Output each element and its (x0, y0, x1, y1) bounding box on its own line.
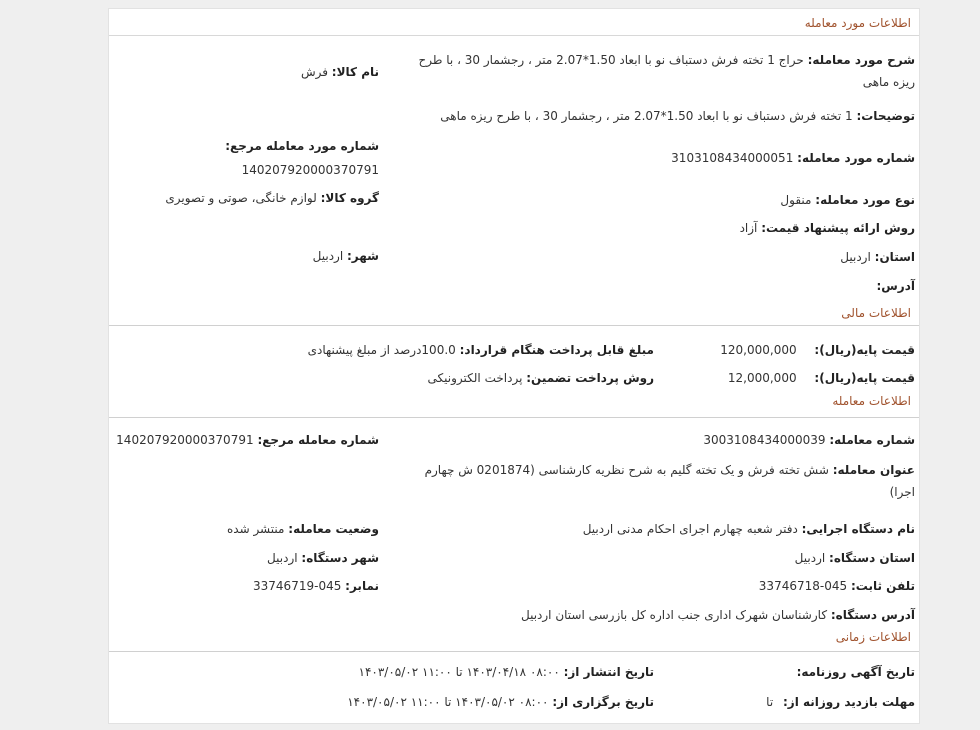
section-header-deal-info: اطلاعات مورد معامله (109, 11, 919, 36)
fax (253, 575, 379, 597)
org-address-label: آدرس دستگاه: (830, 608, 915, 622)
daily-visit (766, 691, 915, 713)
ref-deal-number-label: شماره مورد معامله مرجع: (225, 139, 379, 153)
city (313, 245, 379, 267)
transaction-number-value: 3003108434000039 (703, 433, 826, 447)
divider (109, 417, 919, 418)
fax-value: 045-33746719 (253, 579, 342, 593)
item-name-label: نام کالا: (331, 65, 379, 79)
payable-amount-value: 100.0درصد از مبلغ پیشنهادی (307, 343, 456, 357)
executing-org-label: نام دستگاه اجرایی: (801, 522, 915, 536)
item-name-value: فرش (300, 65, 328, 79)
deal-description-value: حراج 1 تخته فرش دستباف نو با ابعاد 1.50*2.07 متر ، رجشمار 30 ، با طرح (418, 53, 804, 67)
transaction-subject (395, 459, 915, 503)
org-address-value: کارشناسان شهرک اداری جنب اداره کل بازرسی استان اردبیل (520, 608, 828, 622)
section-header-financial: اطلاعات مالی (841, 306, 911, 320)
guarantee-method-label: روش پرداخت تضمین: (526, 371, 654, 385)
divider (109, 651, 919, 652)
deal-description (415, 49, 915, 93)
phone-value: 045-33746718 (758, 579, 848, 593)
item-group-value: لوازم خانگی، صوتی و تصویری (165, 191, 317, 205)
newspaper-date-label: تاریخ آگهی روزنامه: (796, 665, 915, 679)
newspaper-date (797, 661, 915, 683)
province-label: استان: (874, 250, 915, 264)
address (876, 275, 915, 297)
transaction-subject-label: عنوان معامله: (832, 463, 915, 477)
holding-date-label: تاریخ برگزاری از: (552, 695, 654, 709)
base-price-label: قیمت پایه(ریال): (814, 371, 915, 385)
holding-date-value: ۰۸:۰۰ ۱۴۰۳/۰۵/۰۲ تا ۱۱:۰۰ ۱۴۰۳/۰۵/۰۲ (347, 695, 549, 709)
deal-number-label: شماره مورد معامله: (797, 151, 915, 165)
deal-description-value: ریزه ماهی (862, 75, 915, 89)
deal-number (671, 147, 915, 169)
org-city-label: شهر دستگاه: (301, 551, 379, 565)
org-province (795, 547, 915, 569)
city-label: شهر: (347, 249, 379, 263)
deal-notes-label: توضیحات: (856, 109, 915, 123)
transaction-subject-value: اجرا) (889, 485, 915, 499)
deal-type-value: منقول (780, 193, 812, 207)
city-value: اردبیل (312, 249, 344, 263)
org-province-value: اردبیل (794, 551, 826, 565)
base-price-2 (728, 367, 915, 389)
deal-type (780, 189, 915, 211)
executing-org-value: دفتر شعبه چهارم اجرای احکام مدنی اردبیل (582, 522, 798, 536)
transaction-status-label: وضعیت معامله: (288, 522, 379, 536)
org-province-label: استان دستگاه: (829, 551, 915, 565)
payable-amount-label: مبلغ قابل پرداخت هنگام قرارداد: (459, 343, 654, 357)
daily-visit-value: تا (766, 695, 774, 709)
fax-label: نمابر: (345, 579, 379, 593)
holding-date (347, 691, 654, 713)
phone (759, 575, 915, 597)
publish-date-label: تاریخ انتشار از: (563, 665, 654, 679)
guarantee-method (428, 367, 654, 389)
deal-notes (395, 105, 915, 127)
item-group (165, 187, 379, 209)
section-header-timing: اطلاعات زمانی (835, 630, 911, 644)
org-city-value: اردبیل (267, 551, 298, 565)
deal-number-value: 3103108434000051 (671, 151, 794, 165)
transaction-ref (116, 429, 379, 451)
section-header-transaction: اطلاعات معامله (832, 394, 911, 408)
address-label: آدرس: (876, 279, 915, 293)
transaction-number (703, 429, 915, 451)
executing-org (583, 518, 915, 540)
ref-deal-number-value: 140207920000370791 (241, 163, 379, 177)
deal-type-label: نوع مورد معامله: (815, 193, 915, 207)
item-name (301, 61, 379, 83)
daily-visit-label: مهلت بازدید روزانه از: (783, 695, 915, 709)
deal-notes-value: 1 تخته فرش دستباف نو با ابعاد 1.50*2.07 متر ، رجشمار 30 ، با طرح ریزه ماهی (440, 109, 853, 123)
transaction-subject-value: شش تخته فرش و یک تخته گلیم به شرح نظریه کارشناسی (0201874 ش چهارم (424, 463, 829, 477)
payable-amount (308, 339, 654, 361)
item-group-label: گروه کالا: (320, 191, 379, 205)
org-city (267, 547, 379, 569)
base-price (720, 339, 915, 361)
deal-description-label: شرح مورد معامله: (807, 53, 915, 67)
guarantee-method-value: پرداخت الکترونیکی (427, 371, 523, 385)
divider (109, 325, 919, 326)
bid-method (740, 217, 915, 239)
phone-label: تلفن ثابت: (850, 579, 915, 593)
details-panel (108, 8, 920, 724)
publish-date (359, 661, 654, 683)
bid-method-value: آزاد (739, 221, 758, 235)
transaction-ref-value: 140207920000370791 (116, 433, 254, 447)
bid-method-label: روش ارائه پیشنهاد قیمت: (761, 221, 915, 235)
transaction-ref-label: شماره معامله مرجع: (257, 433, 379, 447)
base-price-value: 120,000,000 (720, 343, 797, 357)
province (840, 246, 915, 268)
base-price-value: 12,000,000 (727, 371, 797, 385)
org-address (521, 604, 915, 626)
publish-date-value: ۰۸:۰۰ ۱۴۰۳/۰۴/۱۸ تا ۱۱:۰۰ ۱۴۰۳/۰۵/۰۲ (358, 665, 560, 679)
province-value: اردبیل (840, 250, 871, 264)
transaction-status-value: منتشر شده (226, 522, 285, 536)
transaction-number-label: شماره معامله: (829, 433, 915, 447)
base-price-label: قیمت پایه(ریال): (814, 343, 915, 357)
transaction-status (227, 518, 379, 540)
